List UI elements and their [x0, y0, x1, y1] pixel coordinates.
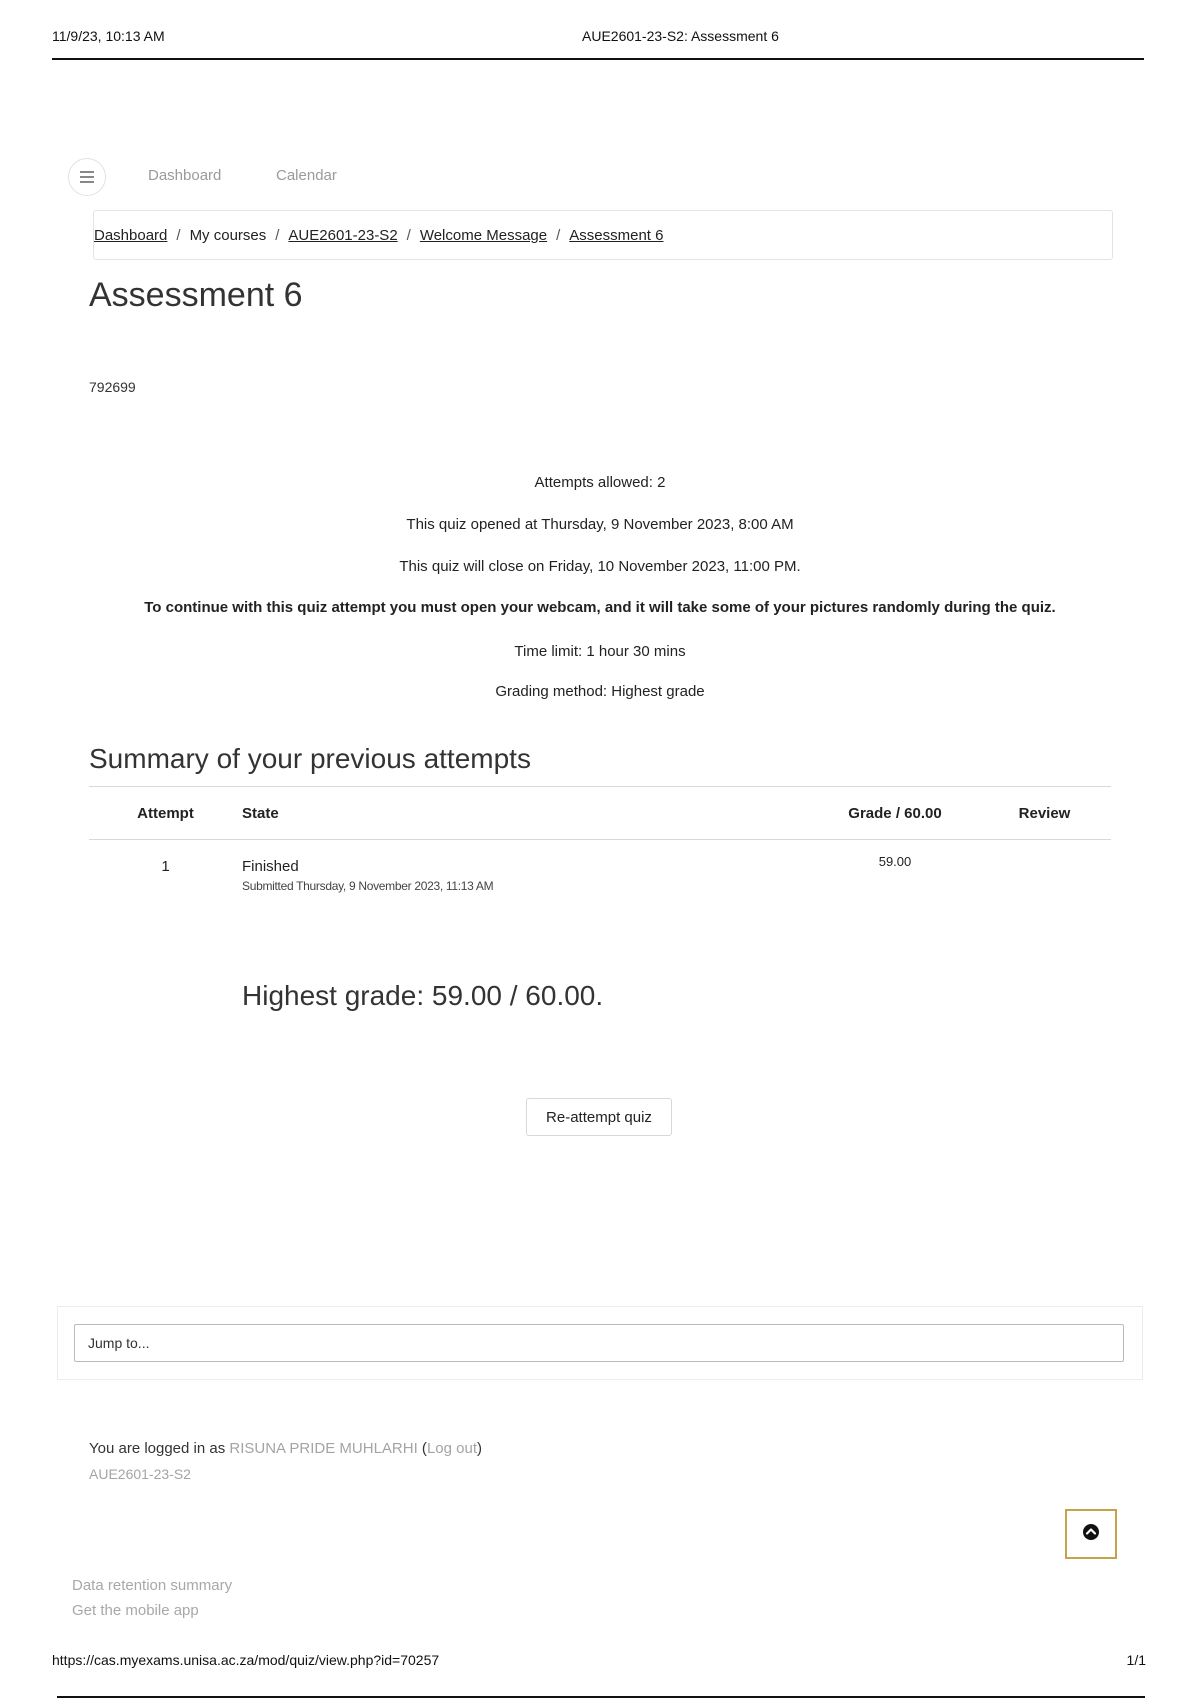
- attempt-submitted-date: Submitted Thursday, 9 November 2023, 11:13 AM: [242, 879, 494, 893]
- print-page-number: 1/1: [1126, 1652, 1146, 1668]
- table-row: [89, 840, 1111, 919]
- column-header-attempt: Attempt: [89, 787, 242, 840]
- print-header: [52, 26, 1144, 60]
- attempt-number: 1: [161, 858, 170, 875]
- back-to-top-button[interactable]: [1065, 1509, 1117, 1559]
- breadcrumb-assessment[interactable]: Assessment 6: [569, 226, 664, 244]
- breadcrumb-course[interactable]: AUE2601-23-S2: [288, 226, 398, 244]
- jump-to-container: [57, 1306, 1143, 1380]
- column-header-review: Review: [978, 787, 1111, 840]
- grading-method: Grading method: Highest grade: [495, 683, 705, 700]
- hamburger-menu-icon[interactable]: [68, 158, 106, 196]
- summary-heading: Summary of your previous attempts: [89, 743, 531, 774]
- print-url: https://cas.myexams.unisa.ac.za/mod/quiz/view.php?id=70257: [52, 1652, 440, 1668]
- breadcrumb-my-courses: My courses: [189, 226, 267, 244]
- time-limit: Time limit: 1 hour 30 mins: [514, 643, 686, 660]
- breadcrumb-separator: /: [275, 226, 280, 244]
- table-header-row: [89, 787, 1111, 840]
- quiz-close: This quiz will close on Friday, 10 November 2023, 11:00 PM.: [399, 558, 801, 575]
- quiz-id-number: 792699: [89, 379, 136, 395]
- breadcrumb-dashboard[interactable]: Dashboard: [94, 226, 168, 244]
- logout-close-paren: ): [476, 1440, 482, 1457]
- print-page-title: AUE2601-23-S2: Assessment 6: [582, 28, 779, 44]
- logged-in-info: [89, 1440, 482, 1457]
- page-title: Assessment 6: [89, 276, 303, 314]
- attempt-state: Finished: [242, 858, 299, 875]
- arrow-up-circle-icon: [1082, 1523, 1100, 1546]
- course-code-link[interactable]: AUE2601-23-S2: [89, 1466, 191, 1482]
- nav-link-dashboard[interactable]: Dashboard: [148, 167, 222, 184]
- attempt-state-cell: [242, 840, 812, 919]
- column-header-state: State: [242, 787, 812, 840]
- breadcrumb-separator: /: [176, 226, 181, 244]
- attempt-review: [978, 840, 1111, 919]
- logged-in-prefix: You are logged in as: [89, 1440, 230, 1457]
- quiz-opened: This quiz opened at Thursday, 9 November 2023, 8:00 AM: [406, 516, 794, 533]
- webcam-notice: To continue with this quiz attempt you must open your webcam, and it will take some of your pictures randomly during the quiz.: [144, 599, 1056, 616]
- mobile-app-link[interactable]: Get the mobile app: [72, 1602, 199, 1619]
- breadcrumb: [93, 210, 1113, 260]
- breadcrumb-separator: /: [556, 226, 561, 244]
- reattempt-quiz-button[interactable]: Re-attempt quiz: [526, 1098, 672, 1136]
- jump-to-select[interactable]: Jump to...: [74, 1324, 1124, 1362]
- column-header-grade: Grade / 60.00: [812, 787, 978, 840]
- logout-link[interactable]: Log out: [426, 1440, 477, 1457]
- breadcrumb-welcome-message[interactable]: Welcome Message: [419, 226, 548, 244]
- logout-open-paren: (: [417, 1440, 427, 1457]
- data-retention-link[interactable]: Data retention summary: [72, 1577, 233, 1594]
- highest-grade: Highest grade: 59.00 / 60.00.: [242, 980, 604, 1011]
- print-footer-divider: [57, 1696, 1145, 1698]
- user-name-link[interactable]: RISUNA PRIDE MUHLARHI: [229, 1440, 418, 1457]
- nav-link-calendar[interactable]: Calendar: [276, 167, 337, 184]
- attempts-allowed: Attempts allowed: 2: [534, 474, 666, 491]
- breadcrumb-separator: /: [406, 226, 411, 244]
- print-datetime: 11/9/23, 10:13 AM: [52, 28, 165, 44]
- attempts-table: [89, 786, 1111, 918]
- attempt-grade: 59.00: [878, 854, 912, 869]
